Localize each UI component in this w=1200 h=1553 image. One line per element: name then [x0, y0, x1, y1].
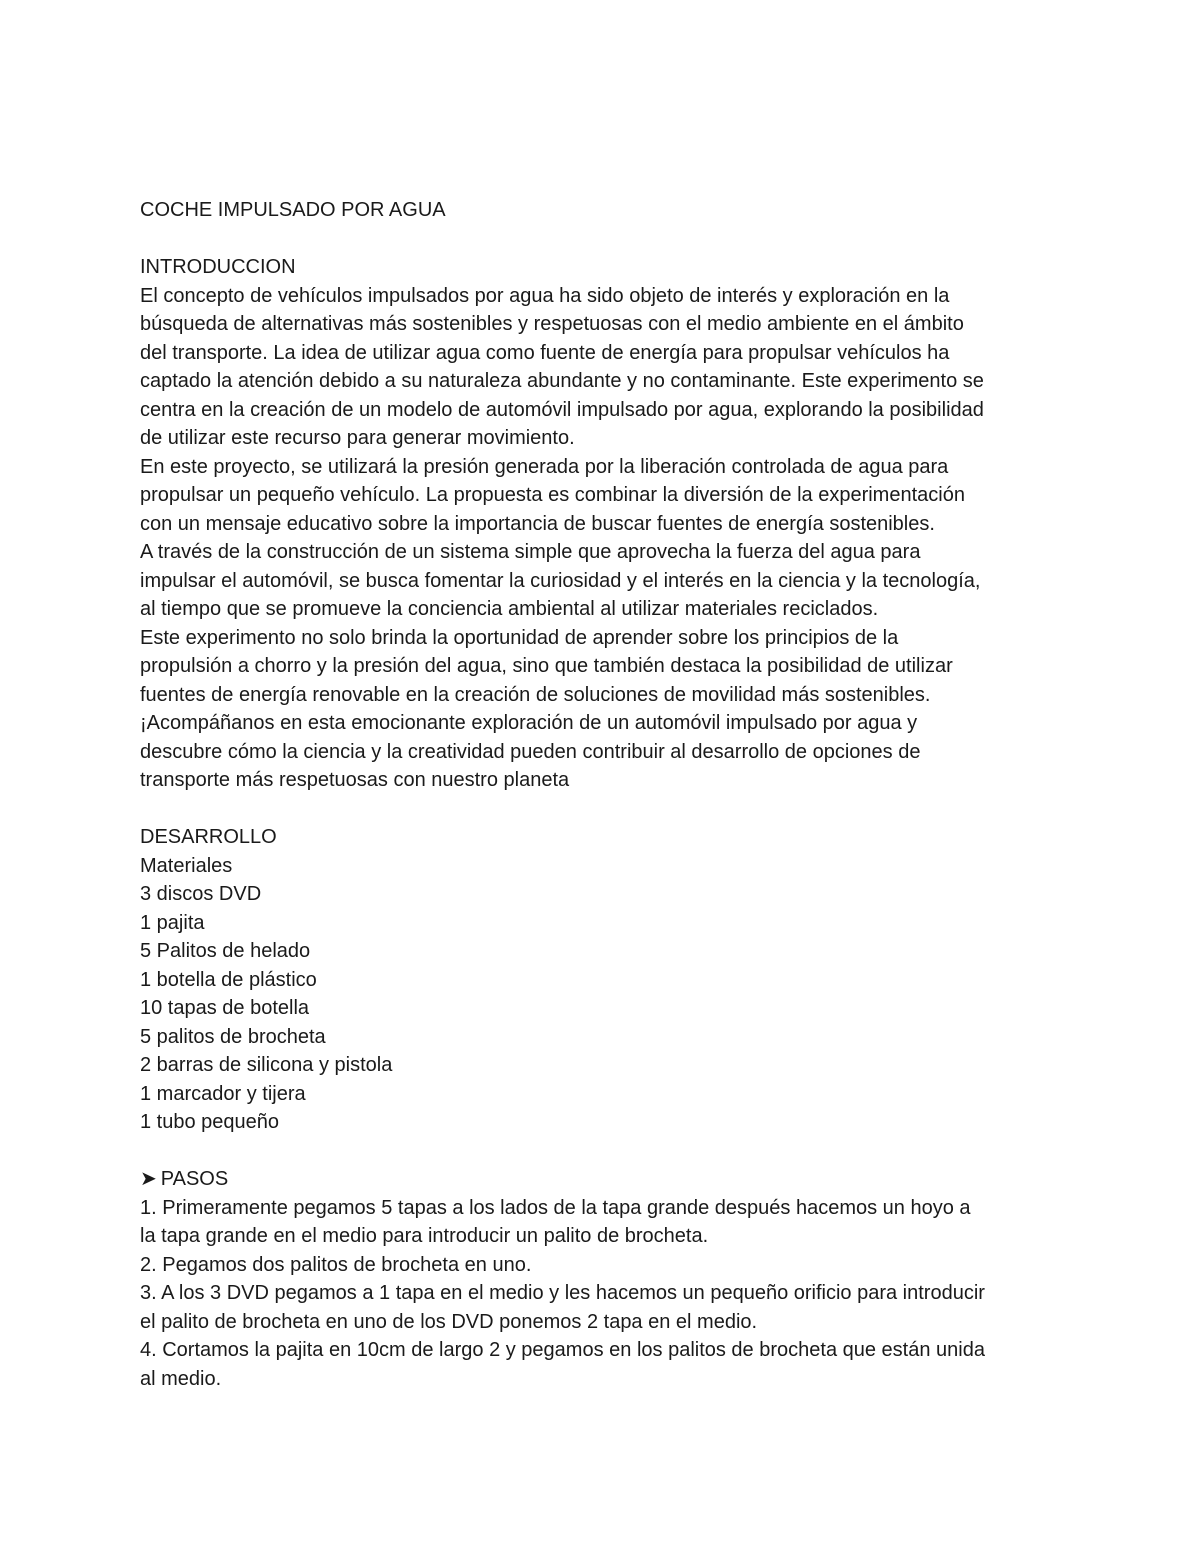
material-item: 1 tubo pequeño — [140, 1111, 280, 1133]
materials-heading: Materiales — [140, 854, 233, 877]
material-item: 5 Palitos de helado — [140, 940, 311, 962]
intro-line: búsqueda de alternativas más sostenibles y respetuosas con el medio ambiente en el ámbito — [140, 313, 964, 335]
step-line: al medio. — [140, 1367, 222, 1390]
step-line: la tapa grande en el medio para introducir un palito de brocheta. — [140, 1225, 709, 1247]
document-page — [140, 196, 1070, 1393]
step-line: 4. Cortamos la pajita en 10cm de largo 2 y pegamos en los palitos de brocheta que están unida — [140, 1339, 985, 1361]
spacer — [140, 225, 1070, 254]
intro-heading: INTRODUCCION — [140, 256, 296, 278]
intro-line: ¡Acompáñanos en esta emocionante exploración de un automóvil impulsado por agua y — [140, 712, 918, 734]
intro-line: El concepto de vehículos impulsados por agua ha sido objeto de interés y exploración en la — [140, 284, 950, 307]
intro-line: captado la atención debido a su naturaleza abundante y no contaminante. Este experimento se — [140, 370, 984, 392]
material-item: 2 barras de silicona y pistola — [140, 1054, 393, 1076]
intro-line: En este proyecto, se utilizará la presión generada por la liberación controlada de agua para — [140, 455, 949, 478]
intro-line: transporte más respetuosas con nuestro planeta — [140, 769, 570, 791]
intro-line: del transporte. La idea de utilizar agua como fuente de energía para propulsar vehículos ha — [140, 341, 950, 364]
intro-line: fuentes de energía renovable en la creación de soluciones de movilidad más sostenibles. — [140, 683, 931, 706]
intro-line: Este experimento no solo brinda la oportunidad de aprender sobre los principios de la — [140, 626, 899, 649]
pasos-heading-line — [140, 1165, 1070, 1194]
arrow-bullet-icon: ➤ — [140, 1168, 157, 1190]
intro-line: propulsión a chorro y la presión del agua, sino que también destaca la posibilidad de utilizar — [140, 655, 953, 677]
intro-line: A través de la construcción de un sistema simple que aprovecha la fuerza del agua para — [140, 541, 921, 563]
document-title: COCHE IMPULSADO POR AGUA — [140, 199, 446, 221]
intro-line: con un mensaje educativo sobre la importancia de buscar fuentes de energía sostenibles. — [140, 512, 935, 535]
step-line: 2. Pegamos dos palitos de brocheta en uno. — [140, 1253, 532, 1276]
pasos-heading: PASOS — [160, 1168, 229, 1190]
step-line: 3. A los 3 DVD pegamos a 1 tapa en el medio y les hacemos un pequeño orificio para introducir — [140, 1282, 985, 1304]
material-item: 5 palitos de brocheta — [140, 1025, 326, 1048]
spacer — [140, 1137, 1070, 1166]
material-item: 3 discos DVD — [140, 883, 262, 905]
intro-line: impulsar el automóvil, se busca fomentar la curiosidad y el interés en la ciencia y la tecnología, — [140, 569, 981, 592]
desarrollo-heading: DESARROLLO — [140, 826, 277, 848]
material-item: 1 botella de plástico — [140, 968, 317, 991]
intro-line: centra en la creación de un modelo de automóvil impulsado por agua, explorando la posibilidad — [140, 398, 984, 421]
intro-line: de utilizar este recurso para generar movimiento. — [140, 427, 575, 449]
step-line: el palito de brocheta en uno de los DVD ponemos 2 tapa en el medio. — [140, 1310, 758, 1333]
intro-line: propulsar un pequeño vehículo. La propuesta es combinar la diversión de la experimentación — [140, 484, 965, 506]
step-line: 1. Primeramente pegamos 5 tapas a los lados de la tapa grande después hacemos un hoyo a — [140, 1196, 971, 1219]
material-item: 1 marcador y tijera — [140, 1082, 306, 1105]
material-item: 10 tapas de botella — [140, 997, 310, 1019]
intro-line: descubre cómo la ciencia y la creatividad pueden contribuir al desarrollo de opciones de — [140, 740, 921, 763]
spacer — [140, 795, 1070, 824]
material-item: 1 pajita — [140, 911, 205, 934]
intro-line: al tiempo que se promueve la conciencia ambiental al utilizar materiales reciclados. — [140, 598, 879, 620]
